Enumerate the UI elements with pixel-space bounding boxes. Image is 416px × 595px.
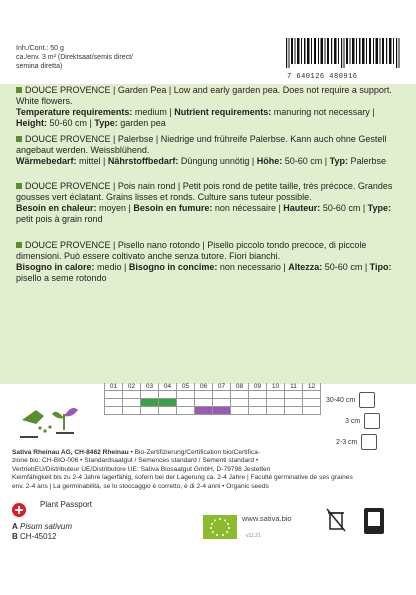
month-label: 09: [249, 383, 267, 391]
it-temp-label: Bisogno in calore:: [16, 262, 95, 272]
company-line-2: zione bio: CH-BIO-006 • Standardsaatgut / Semences standard / Sementi standard •: [12, 457, 259, 465]
description-de: [16, 134, 404, 167]
depth-label: 3 cm: [345, 417, 361, 425]
content-info: [16, 44, 146, 71]
month-label: 04: [159, 383, 177, 391]
de-name: DOUCE PROVENCE | Palerbse | Niedrige und frühreife Palerbse. Kann auch ohne Gestell angebaut werden. Weissblühend.: [16, 134, 387, 155]
plant-spacing-label: 2-3 cm: [336, 438, 358, 446]
plant-passport: [12, 500, 212, 542]
description-panel: [0, 84, 416, 384]
website-link[interactable]: www.sativa.bio: [242, 514, 292, 523]
bullet-square-icon: [16, 136, 22, 142]
it-type-value: pisello a seme rotondo: [16, 273, 107, 283]
it-nutrient-value: non necessario |: [217, 262, 289, 272]
fr-nutrient-value: non nécessaire |: [212, 203, 284, 213]
en-height-value: 50-60 cm |: [47, 118, 95, 128]
passport-a-value: Pisum sativum: [20, 522, 73, 531]
month-label: 06: [195, 383, 213, 391]
fr-type-label: Type:: [367, 203, 392, 213]
barcode-bars: [286, 38, 402, 68]
company-name: Sativa Rheinau AG, CH-8462 Rheinau: [12, 449, 129, 456]
passport-a-label: A: [12, 522, 18, 531]
sowing-hand-icon: [20, 410, 52, 438]
calendar-month-row: [105, 383, 321, 391]
de-temp-value: mittel |: [76, 156, 108, 166]
it-name: DOUCE PROVENCE | Pisello nano rotondo | Pisello piccolo tondo precoce, di piccole dimensioni. Può essere coltivato anche senza tutore. Fiori bianchi.: [16, 240, 367, 261]
packet-disposal-icon: [361, 505, 391, 537]
bullet-square-icon: [16, 183, 22, 189]
version-label: v11.21: [246, 533, 261, 539]
eu-organic-logo-icon: [203, 515, 237, 539]
company-line-1: • Bio-Zertifizierung/Certification bio/Certifica-: [128, 449, 260, 456]
fr-temp-value: moyen |: [96, 203, 134, 213]
en-temp-value: medium |: [132, 107, 175, 117]
fr-temp-label: Besoin en chaleur:: [16, 203, 97, 213]
month-label: 01: [105, 383, 123, 391]
harvest-period-cell: [213, 407, 231, 415]
month-label: 02: [123, 383, 141, 391]
description-it: [16, 240, 404, 284]
bullet-square-icon: [16, 242, 22, 248]
en-type-value: garden pea: [117, 118, 166, 128]
de-type-label: Typ:: [329, 156, 348, 166]
month-label: 05: [177, 383, 195, 391]
row-spacing-icon: [359, 392, 375, 408]
it-nutrient-label: Bisogno in concime:: [128, 262, 218, 272]
company-line-5: env. 2-4 ans | La germinabilità, se lo stoccaggio è corretto, è di 2-4 anni • Organic seeds: [12, 482, 269, 490]
recycling-bin-icon: [325, 507, 347, 533]
fr-height-value: 50-60 cm |: [320, 203, 368, 213]
depth-icon: [364, 413, 380, 429]
de-nutrient-value: Düngung unnötig |: [178, 156, 257, 166]
passport-b-label: B: [12, 532, 18, 541]
de-nutrient-label: Nährstoffbedarf:: [107, 156, 179, 166]
month-label: 03: [141, 383, 159, 391]
area-label-2: semina diretta): [16, 63, 63, 70]
calendar-row-harvest: [105, 407, 321, 415]
sowing-calendar: [104, 383, 321, 415]
description-fr: [16, 181, 404, 225]
sowing-period-cell: [141, 399, 159, 407]
de-type-value: Palerbse: [347, 156, 387, 166]
de-temp-label: Wärmebedarf:: [16, 156, 77, 166]
fr-type-value: petit pois à grain rond: [16, 214, 103, 224]
company-line-3: VertriebEU/Distributeur UE/Distributore UE: Sativa Biosaatgut GmbH, D-79798 Jestetten: [12, 465, 271, 473]
sowing-icons: [14, 392, 92, 444]
barcode-number: 7 640126 480916: [287, 73, 358, 81]
en-type-label: Type:: [94, 118, 118, 128]
fr-height-label: Hauteur:: [283, 203, 321, 213]
sowing-period-cell: [159, 399, 177, 407]
description-en: [16, 85, 404, 129]
bullet-square-icon: [16, 87, 22, 93]
it-height-label: Altezza:: [288, 262, 323, 272]
fr-name: DOUCE PROVENCE | Pois nain rond | Petit pois rond de petite taille, très précoce. Grandes gousses vert éclatant. Grains lisses et ronds. Culture sans tuteur possible.: [16, 181, 393, 202]
en-temp-label: Temperature requirements:: [16, 107, 133, 117]
content-label: Inh./Cont.: 50 g: [16, 45, 64, 52]
calendar-row-sowing: [105, 399, 321, 407]
plant-spacing-icon: [361, 434, 377, 450]
en-height-label: Height:: [16, 118, 47, 128]
month-label: 12: [303, 383, 321, 391]
de-height-value: 50-60 cm |: [282, 156, 330, 166]
company-line-4: Keimfähigkeit bis zu 2-4 Jahre lagerfähig, sofern bei der Lagerung ca. 2-4 Jahre | Faculté germinative de ses graines: [12, 474, 353, 482]
barcode: [286, 38, 406, 81]
it-height-value: 50-60 cm |: [322, 262, 370, 272]
harvest-period-cell: [195, 407, 213, 415]
seedling-icon: [52, 408, 78, 434]
fr-nutrient-label: Besoin en fumure:: [133, 203, 213, 213]
en-name: DOUCE PROVENCE | Garden Pea | Low and early garden pea. Does not require a support. White flowers.: [16, 85, 392, 106]
passport-b-value: CH-45012: [20, 532, 57, 541]
month-label: 08: [231, 383, 249, 391]
month-label: 10: [267, 383, 285, 391]
it-type-label: Tipo:: [369, 262, 392, 272]
de-height-label: Höhe:: [256, 156, 283, 166]
it-temp-value: medio |: [94, 262, 129, 272]
company-info: [12, 449, 404, 491]
en-nutrient-label: Nutrient requirements:: [174, 107, 272, 117]
passport-title: Plant Passport: [40, 500, 93, 509]
calendar-row-1: [105, 391, 321, 399]
month-label: 07: [213, 383, 231, 391]
row-spacing-label: 30-40 cm: [326, 396, 356, 404]
month-label: 11: [285, 383, 303, 391]
area-label: ca./env. 3 m² (Direktsaat/semis direct/: [16, 54, 133, 61]
en-nutrient-value: manuring not necessary |: [271, 107, 375, 117]
